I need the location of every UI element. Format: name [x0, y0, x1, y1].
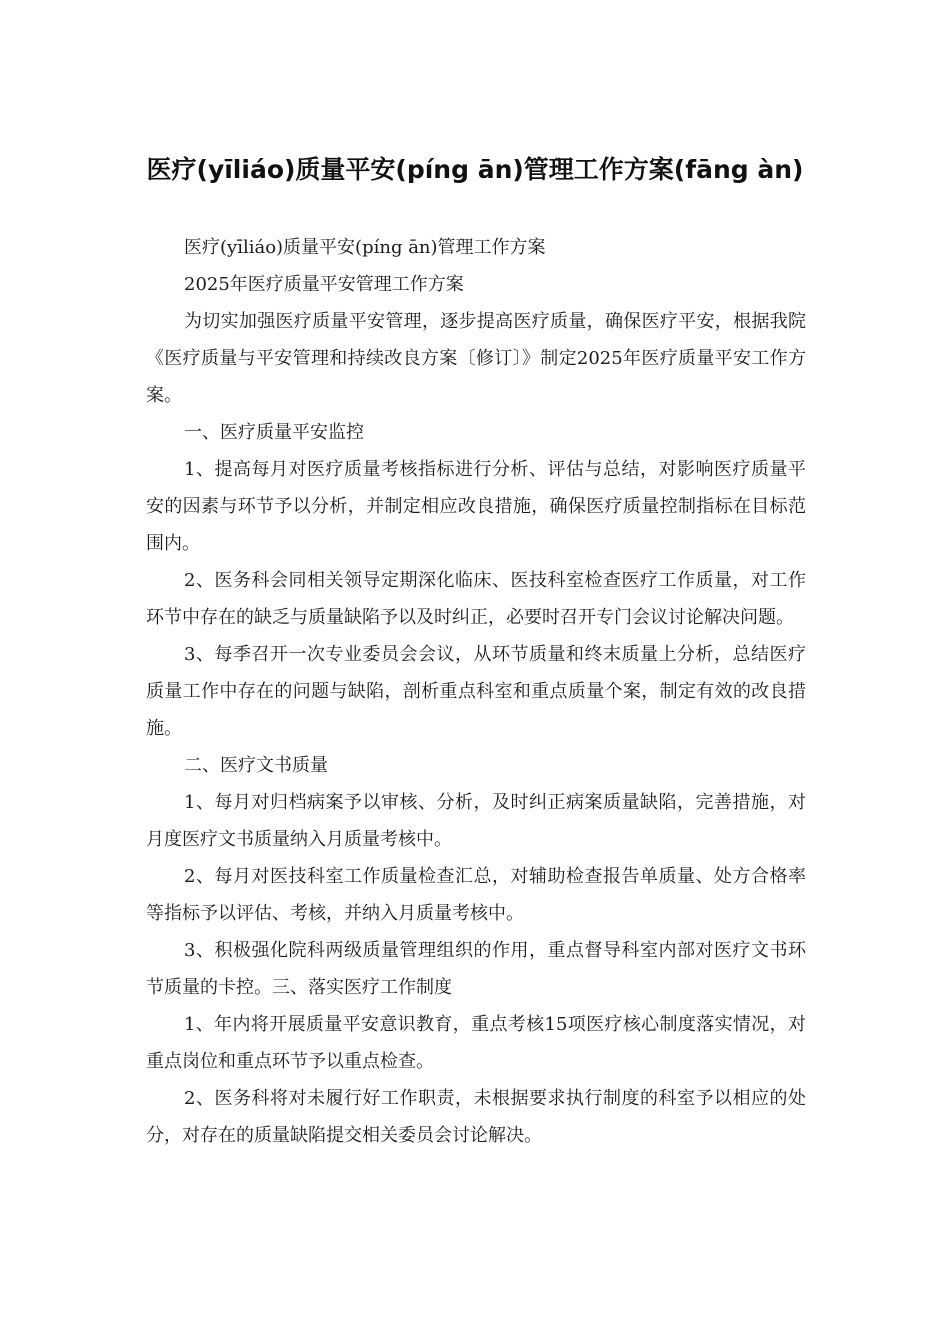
paragraph-monitoring-1: 1、提高每月对医疗质量考核指标进行分析、评估与总结，对影响医疗质量平安的因素与环节予以分析，并制定相应改良措施，确保医疗质量控制指标在目标范围内。	[146, 459, 806, 554]
paragraph-documents-2: 2、每月对医技科室工作质量检查汇总，对辅助检查报告单质量、处方合格率等指标予以评估、考核，并纳入月质量考核中。	[146, 866, 806, 924]
paragraph-documents-1: 1、每月对归档病案予以审核、分析，及时纠正病案质量缺陷，完善措施，对月度医疗文书质量纳入月质量考核中。	[146, 792, 806, 850]
paragraph-monitoring-3: 3、每季召开一次专业委员会会议，从环节质量和终末质量上分析，总结医疗质量工作中存在的问题与缺陷，剖析重点科室和重点质量个案，制定有效的改良措施。	[146, 644, 806, 739]
document-body	[146, 229, 806, 1154]
paragraph-system-1: 1、年内将开展质量平安意识教育，重点考核15项医疗核心制度落实情况，对重点岗位和重点环节予以重点检查。	[146, 1014, 806, 1072]
section-heading-monitoring: 一、医疗质量平安监控	[184, 422, 364, 443]
paragraph-subtitle-pinyin: 医疗(yīliáo)质量平安(píng ān)管理工作方案	[184, 237, 546, 258]
paragraph-system-2: 2、医务科将对未履行好工作职责，未根据要求执行制度的科室予以相应的处分，对存在的质量缺陷提交相关委员会讨论解决。	[146, 1088, 806, 1146]
paragraph-intro: 为切实加强医疗质量平安管理，逐步提高医疗质量，确保医疗平安，根据我院《医疗质量与平安管理和持续改良方案〔修订〕》制定2025年医疗质量平安工作方案。	[146, 311, 806, 406]
document-title: 医疗(yīliáo)质量平安(píng ān)管理工作方案(fāng àn)	[146, 155, 804, 184]
section-heading-documents: 二、医疗文书质量	[184, 755, 328, 776]
paragraph-monitoring-2: 2、医务科会同相关领导定期深化临床、医技科室检查医疗工作质量，对工作环节中存在的缺乏与质量缺陷予以及时纠正，必要时召开专门会议讨论解决问题。	[146, 570, 806, 628]
paragraph-documents-3: 3、积极强化院科两级质量管理组织的作用，重点督导科室内部对医疗文书环节质量的卡控。三、落实医疗工作制度	[146, 940, 806, 998]
paragraph-subtitle-year: 2025年医疗质量平安管理工作方案	[184, 274, 464, 295]
